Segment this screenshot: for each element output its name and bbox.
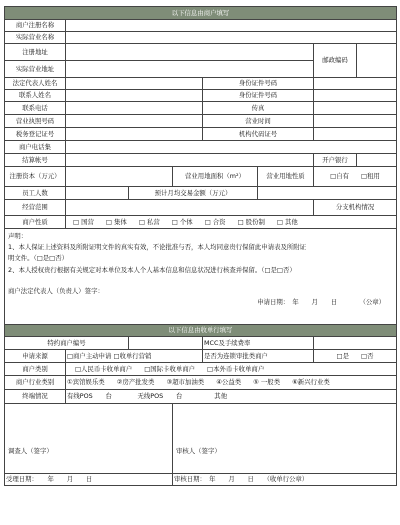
option-nature-4: 合资 [212,217,226,226]
field-reg-name[interactable] [66,20,397,32]
field-reg-capital[interactable] [66,167,173,187]
field-scope[interactable] [66,200,314,216]
label-reg-addr: 注册地址 [5,44,66,61]
checkbox-nature-1[interactable]: □ [105,217,112,226]
label-id-no: 身份证件号码 [203,78,314,90]
label-postal: 邮政编码 [314,44,357,78]
label-biz-time: 营业时间 [203,115,314,128]
declaration-date: 申请日期： 年 月 日 （公章） [257,298,386,307]
label-reg-capital: 注册资本（万元） [5,167,66,187]
field-license[interactable] [66,115,203,128]
option-ind-3[interactable]: ④公益类 [216,378,242,387]
option-own: 自有 [336,172,349,181]
field-mcc[interactable] [314,337,397,350]
field-biz-name[interactable] [66,32,397,44]
option-type-0: 人民币卡收单商户 [81,364,133,373]
option-type-2: 本外币卡收单商户 [213,364,265,373]
option-yes: 是 [342,351,349,360]
declaration-block [5,229,397,325]
field-monthly[interactable] [258,187,397,200]
declaration-sign: 商户法定代表人（负责人）签字： [8,286,104,295]
option-no: 否 [367,351,374,360]
checkbox-type-0[interactable]: □ [75,364,82,373]
reviewer-box[interactable] [173,404,397,474]
checkbox-nature-2[interactable]: □ [138,217,145,226]
label-biz-name: 实际营业名称 [5,32,66,44]
label-staff: 员工人数 [5,187,66,200]
checkbox-yes[interactable]: □ [336,351,343,360]
label-license: 营业执照号码 [5,115,66,128]
field-fax[interactable] [314,102,397,115]
checkbox-src-1[interactable]: □ [113,351,120,360]
label-id-no2: 身份证件号码 [203,90,314,102]
label-settle-acct: 结算帐号 [5,154,66,167]
option-nature-6: 其他 [285,217,298,226]
label-tax: 税务登记证号 [5,128,66,141]
label-fax: 传真 [203,102,314,115]
option-ind-4[interactable]: ⑤ 一般类 [253,378,281,387]
field-biz-addr[interactable] [66,61,314,78]
form-table [4,6,397,486]
field-merchant-phone[interactable] [66,141,397,154]
field-postal[interactable] [357,44,397,78]
label-source: 申请来源 [5,350,66,363]
approved-options [314,350,397,363]
nature-options [66,216,397,229]
option-ind-0[interactable]: ①宾馆娱乐类 [67,378,105,387]
checkbox-nature-6[interactable]: □ [276,217,283,226]
investigator-box[interactable] [5,404,173,474]
field-biz-time[interactable] [314,115,397,128]
label-special-no: 特约商户编号 [5,337,129,350]
label-branch: 分支机构情况 [314,200,397,216]
label-legal-rep: 法定代表人姓名 [5,78,66,90]
option-ind-5[interactable]: ⑥新兴行业类 [292,378,330,387]
field-contact[interactable] [66,90,203,102]
review-date: 审核日期： 年 月 日 （收单行公章） [173,474,397,486]
label-org-code: 机构代码证号 [203,128,314,141]
option-type-1: 国际卡收单商户 [150,364,195,373]
label-biz-addr: 实际营业地址 [5,61,66,78]
option-nature-5: 股份制 [245,217,265,226]
source-options [66,350,203,363]
checkbox-no[interactable]: □ [361,351,368,360]
accept-date: 受理日期： 年 月 日 [5,474,173,486]
label-industry: 商户行业类别 [5,376,66,390]
label-type: 商户类别 [5,363,66,376]
option-ind-2[interactable]: ③超市加油类 [166,378,205,387]
label-contact: 联系人姓名 [5,90,66,102]
checkbox-nature-0[interactable]: □ [73,217,80,226]
field-reg-addr[interactable] [66,44,314,61]
field-special-no[interactable] [129,337,203,350]
option-nature-1: 集体 [114,217,127,226]
field-legal-rep[interactable] [66,78,203,90]
option-src-0: 商户主动申请 [73,351,112,360]
section1-title: 以下信息由商户填写 [5,7,397,20]
field-phone[interactable] [66,102,203,115]
label-phone: 联系电话 [5,102,66,115]
declaration-p1a: 1、本人保证上述资料及所附证明文件的真实有效，不论批准与否，本人均同意贵行保留此申请表及所附证 [8,243,307,252]
label-bank: 开户银行 [314,154,357,167]
label-mcc: MCC及手续费率 [203,337,314,350]
checkbox-nature-3[interactable]: □ [171,217,178,226]
field-id-no[interactable] [314,78,397,90]
field-settle-acct[interactable] [66,154,314,167]
label-area: 营业用地面积（m²） [173,167,258,187]
reviewer-label: 审核人（签字） [176,447,221,455]
label-monthly: 预计月均交易金额（万元） [129,187,258,200]
declaration-head: 声明： [8,232,28,240]
checkbox-type-1[interactable]: □ [144,364,151,373]
field-org-code[interactable] [314,128,397,141]
option-ind-1[interactable]: ②房产批发类 [116,378,155,387]
declaration-p1b: 明文件。（□是□否） [8,254,69,263]
option-src-1: 收单行营销 [119,351,152,360]
checkbox-nature-5[interactable]: □ [237,217,244,226]
checkbox-rent[interactable]: □ [361,172,368,181]
label-reg-name: 商户注册名称 [5,20,66,32]
option-nature-3: 个体 [179,217,193,226]
label-terminal: 终端情况 [5,390,66,404]
field-bank[interactable] [357,154,397,167]
option-rent: 租用 [367,172,380,181]
option-nature-2: 私营 [146,217,160,226]
option-nature-0: 国营 [81,217,94,226]
label-merchant-phone: 商户电话集 [5,141,66,154]
label-nature: 商户性质 [5,216,66,229]
industry-options [66,376,397,390]
section2-title: 以下信息由收单行填写 [5,325,397,337]
declaration-p2: 2、本人授权贵行根据有关规定对本单位及本人个人基本信息和信息状况进行核查并保留。（□是□否） [8,265,296,274]
type-options [66,363,397,376]
label-scope: 经营范围 [5,200,66,216]
field-tax[interactable] [66,128,203,141]
land-nature-options [314,167,397,187]
checkbox-src-0[interactable]: □ [67,351,74,360]
checkbox-nature-4[interactable]: □ [204,217,211,226]
terminal-text: 有线POS 台 无线POS 台 其他 [66,390,397,404]
label-land-nature: 营业用地性质 [258,167,314,187]
field-id-no2[interactable] [314,90,397,102]
checkbox-own[interactable]: □ [330,172,337,181]
field-staff[interactable] [66,187,129,200]
label-approved: 是否为连锁审批类商户 [203,350,314,363]
checkbox-type-2[interactable]: □ [207,364,214,373]
investigator-label: 调查人（签字） [8,447,53,455]
